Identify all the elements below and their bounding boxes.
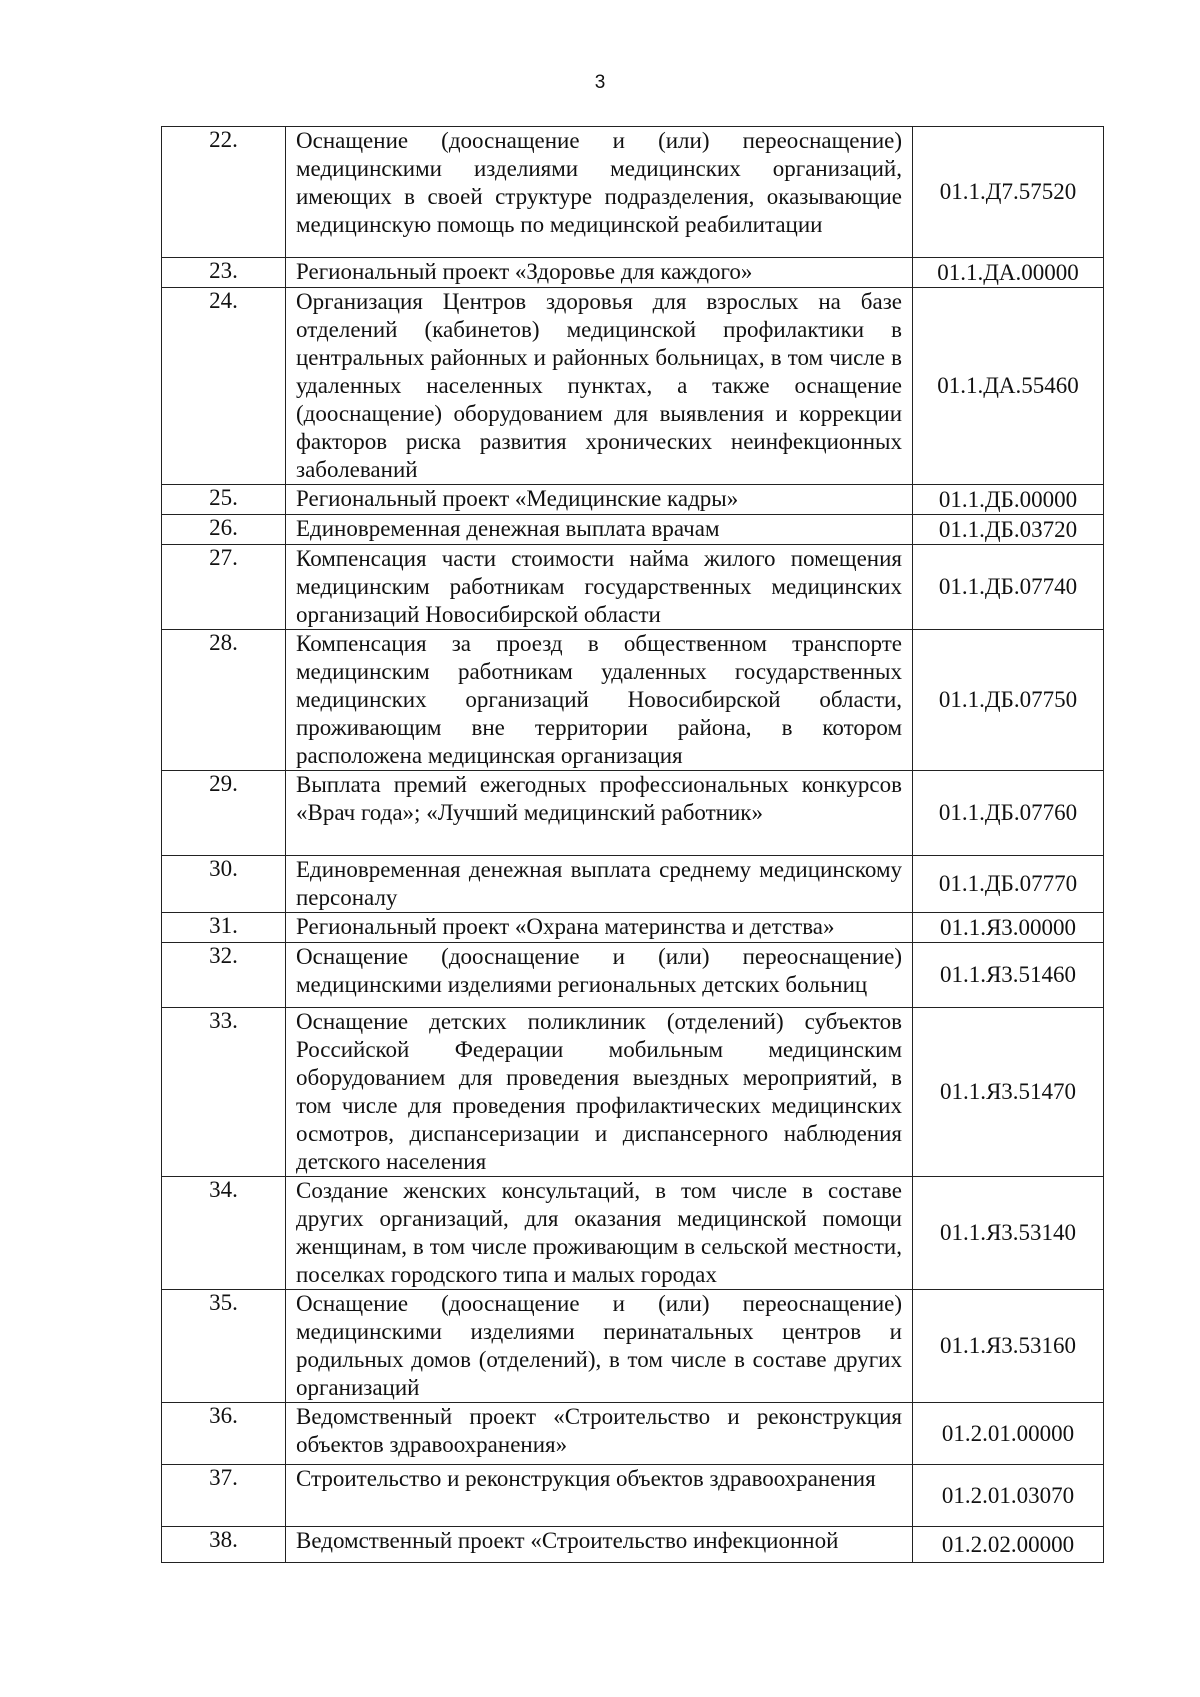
row-name: Региональный проект «Охрана материнства и детства» [286, 913, 913, 943]
row-number: 26. [162, 515, 286, 545]
table-row [162, 1403, 1104, 1465]
row-number: 38. [162, 1527, 286, 1563]
row-number: 33. [162, 1008, 286, 1177]
table-row [162, 485, 1104, 515]
row-name: Компенсация за проезд в общественном транспорте медицинским работникам удаленных государственных медицинских организаций Новосибирской области, проживающим вне территории района, в котором расположена медицинская организация [286, 630, 913, 771]
row-number: 27. [162, 545, 286, 630]
row-code: 01.2.01.00000 [913, 1403, 1104, 1465]
row-name: Организация Центров здоровья для взрослых на базе отделений (кабинетов) медицинской профилактики в центральных районных и районных больницах, в том числе в удаленных населенных пунктах, а также оснащение (дооснащение) оборудованием для выявления и коррекции факторов риска развития хронических неинфекционных заболеваний [286, 288, 913, 485]
row-name: Единовременная денежная выплата среднему медицинскому персоналу [286, 856, 913, 913]
row-code: 01.1.ДБ.03720 [913, 515, 1104, 545]
row-name: Оснащение (дооснащение и (или) переоснащение) медицинскими изделиями региональных детских больниц [286, 943, 913, 1008]
table-row [162, 630, 1104, 771]
table-row [162, 1008, 1104, 1177]
row-name: Оснащение детских поликлиник (отделений) субъектов Российской Федерации мобильным медицинским оборудованием для проведения выездных мероприятий, в том числе для проведения профилактических медицинских осмотров, диспансеризации и диспансерного наблюдения детского населения [286, 1008, 913, 1177]
row-code: 01.1.Я3.53140 [913, 1177, 1104, 1290]
row-number: 32. [162, 943, 286, 1008]
table-row [162, 288, 1104, 485]
table-row [162, 258, 1104, 288]
row-name: Ведомственный проект «Строительство инфекционной [286, 1527, 913, 1563]
row-number: 30. [162, 856, 286, 913]
table-row [162, 545, 1104, 630]
table-row [162, 1177, 1104, 1290]
row-name: Оснащение (дооснащение и (или) переоснащение) медицинскими изделиями медицинских организаций, имеющих в своей структуре подразделения, оказывающие медицинскую помощь по медицинской реабилитации [286, 127, 913, 258]
row-number: 28. [162, 630, 286, 771]
row-number: 35. [162, 1290, 286, 1403]
row-code: 01.2.02.00000 [913, 1527, 1104, 1563]
table-row [162, 1527, 1104, 1563]
row-name: Региональный проект «Здоровье для каждого» [286, 258, 913, 288]
row-code: 01.1.Я3.00000 [913, 913, 1104, 943]
table-row [162, 127, 1104, 258]
row-name: Выплата премий ежегодных профессиональных конкурсов «Врач года»; «Лучший медицинский работник» [286, 771, 913, 856]
row-code: 01.1.ДБ.07770 [913, 856, 1104, 913]
row-number: 34. [162, 1177, 286, 1290]
row-code: 01.1.ДА.00000 [913, 258, 1104, 288]
row-name: Региональный проект «Медицинские кадры» [286, 485, 913, 515]
table-row [162, 913, 1104, 943]
row-code: 01.1.ДБ.07760 [913, 771, 1104, 856]
row-code: 01.1.Я3.51460 [913, 943, 1104, 1008]
row-name: Компенсация части стоимости найма жилого помещения медицинским работникам государственных медицинских организаций Новосибирской области [286, 545, 913, 630]
table-row [162, 515, 1104, 545]
table-row [162, 943, 1104, 1008]
row-code: 01.2.01.03070 [913, 1465, 1104, 1527]
row-code: 01.1.ДА.55460 [913, 288, 1104, 485]
row-number: 23. [162, 258, 286, 288]
row-code: 01.1.ДБ.07750 [913, 630, 1104, 771]
row-number: 22. [162, 127, 286, 258]
row-number: 25. [162, 485, 286, 515]
row-name: Создание женских консультаций, в том числе в составе других организаций, для оказания медицинской помощи женщинам, в том числе проживающим в сельской местности, поселках городского типа и малых городах [286, 1177, 913, 1290]
table-row [162, 771, 1104, 856]
row-code: 01.1.Д7.57520 [913, 127, 1104, 258]
row-code: 01.1.ДБ.07740 [913, 545, 1104, 630]
budget-classification-table [161, 126, 1104, 1563]
table-row [162, 1290, 1104, 1403]
table-row [162, 856, 1104, 913]
row-name: Строительство и реконструкция объектов здравоохранения [286, 1465, 913, 1527]
row-number: 29. [162, 771, 286, 856]
row-number: 36. [162, 1403, 286, 1465]
row-name: Оснащение (дооснащение и (или) переоснащение) медицинскими изделиями перинатальных центров и родильных домов (отделений), в том числе в составе других организаций [286, 1290, 913, 1403]
row-name: Единовременная денежная выплата врачам [286, 515, 913, 545]
page-number: 3 [594, 72, 606, 93]
row-number: 37. [162, 1465, 286, 1527]
row-code: 01.1.Я3.53160 [913, 1290, 1104, 1403]
row-code: 01.1.Я3.51470 [913, 1008, 1104, 1177]
table-row [162, 1465, 1104, 1527]
row-code: 01.1.ДБ.00000 [913, 485, 1104, 515]
row-number: 31. [162, 913, 286, 943]
row-name: Ведомственный проект «Строительство и реконструкция объектов здравоохранения» [286, 1403, 913, 1465]
row-number: 24. [162, 288, 286, 485]
